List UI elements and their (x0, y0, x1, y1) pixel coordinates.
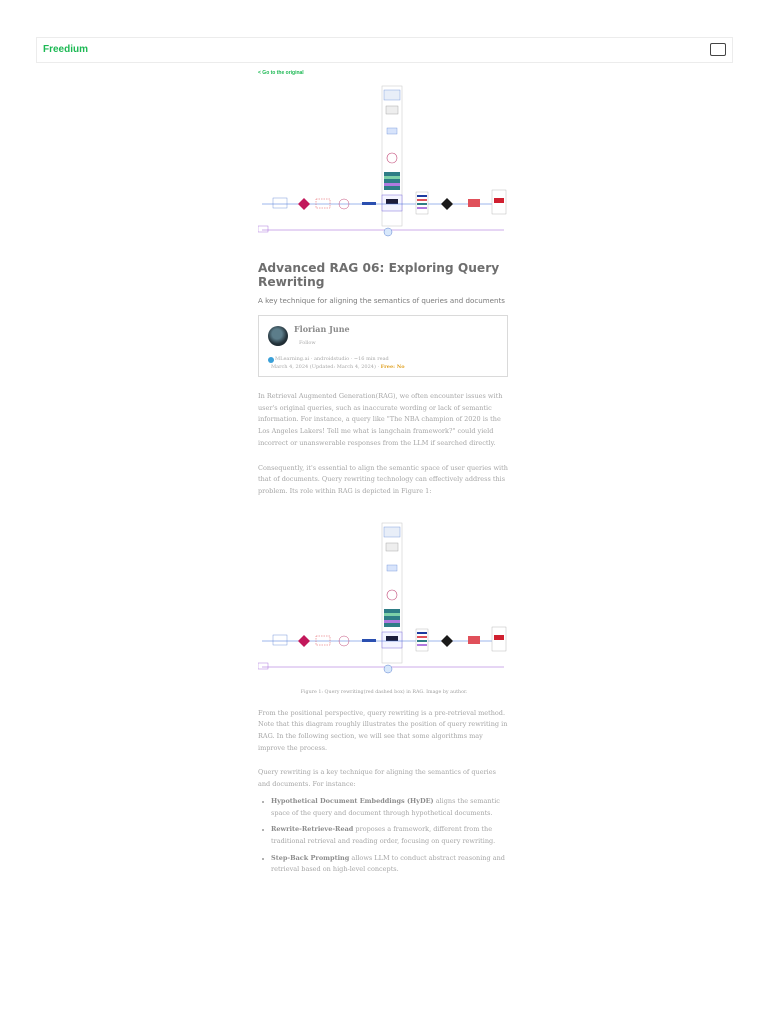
figure-image (258, 517, 510, 685)
list-item-term: Hypothetical Document Embeddings (HyDE) (271, 796, 434, 805)
technique-list (258, 796, 510, 876)
figure-caption: Figure 1: Query rewriting(red dashed box) in RAG. Image by author. (300, 689, 468, 695)
list-item (258, 853, 510, 876)
menu-icon[interactable] (710, 43, 726, 56)
list-item-text: proposes a framework, different from the traditional retrieval and reading order, focusing on query rewriting. (271, 825, 496, 845)
hero-image (258, 80, 510, 248)
date-text: March 4, 2024 (Updated: March 4, 2024) · (271, 364, 381, 370)
avatar[interactable] (268, 326, 288, 346)
list-item-text: allows LLM to conduct abstract reasoning and retrieval based on high-level concepts. (271, 853, 505, 874)
rag-diagram-illustration (258, 80, 510, 248)
go-to-original-link[interactable]: < Go to the original (258, 70, 304, 76)
free-badge: Free: No (380, 364, 405, 370)
top-bar (36, 37, 733, 63)
publication-icon (268, 357, 274, 363)
list-item-term: Rewrite-Retrieve-Read (271, 825, 354, 834)
article (258, 70, 510, 881)
brand-logo[interactable]: Freedium (43, 44, 89, 55)
author-card (258, 315, 508, 377)
paragraph: Query rewriting is a key technique for aligning the semantics of queries and documents. For instance: (258, 768, 496, 789)
author-name[interactable]: Florian June (294, 324, 350, 334)
paragraph: In Retrieval Augmented Generation(RAG), we often encounter issues with user's original queries, such as inaccurate wording or lack of semantic information. For instance, a query like "The NBA champion of 2020 is the Los Angeles Lakers! Tell me what is langchain framework?" could yield incorrect or unanswerable responses from the LLM if searched directly. (258, 392, 503, 447)
rag-diagram-figure (258, 517, 510, 685)
date-meta (271, 364, 405, 370)
list-item (258, 796, 510, 819)
list-item-term: Step-Back Prompting (271, 853, 350, 862)
article-subtitle: A key technique for aligning the semantics of queries and documents (258, 296, 505, 305)
publication-meta: MLearning.ai · androidstudio · ~16 min read (275, 356, 389, 362)
paragraph: Consequently, it's essential to align the semantic space of user queries with that of documents. Query rewriting technology can effectively address this problem. Its role within RAG is depicted in Figure 1: (258, 463, 508, 495)
article-title: Advanced RAG 06: Exploring Query Rewriting (258, 261, 500, 289)
paragraph: From the positional perspective, query rewriting is a pre-retrieval method. Note that this diagram roughly illustrates the position of query rewriting in RAG. In the following section, we will see that some algorithms may improve the process. (258, 708, 508, 752)
list-item-text: aligns the semantic space of the query and document through hypothetical documents. (271, 796, 500, 817)
follow-button[interactable]: Follow (299, 340, 316, 346)
list-item (258, 824, 510, 847)
